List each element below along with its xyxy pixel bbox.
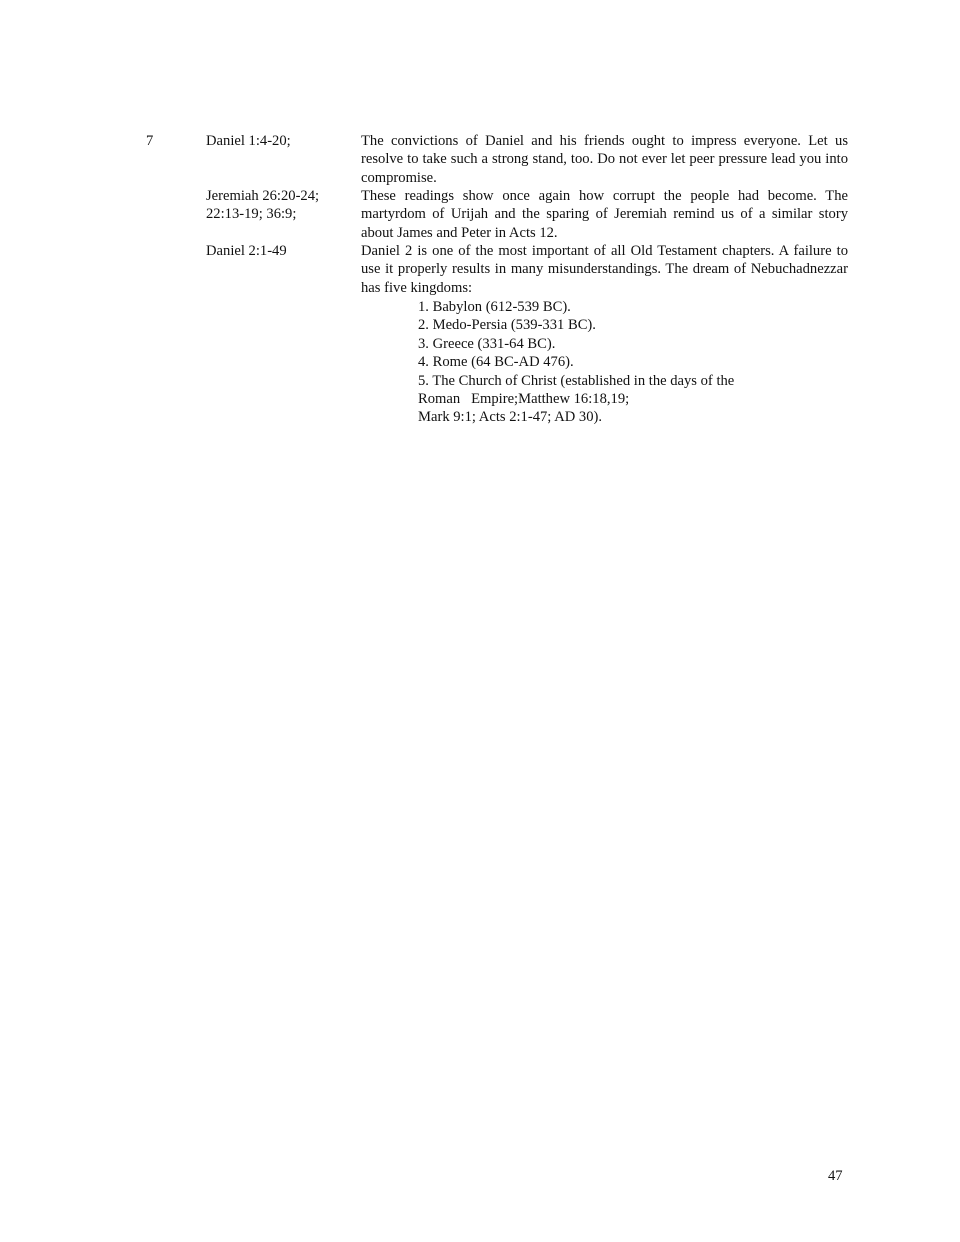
kingdom-item — [418, 316, 838, 334]
kingdom-line: Mark 9:1; Acts 2:1-47; AD 30). — [418, 409, 603, 426]
kingdom-line: 2. Medo-Persia (539-331 BC). — [418, 317, 596, 334]
page-number: 47 — [828, 1168, 843, 1184]
scripture-reference: Daniel 1:4-20; — [206, 133, 291, 149]
kingdom-line: 5. The Church of Christ (established in the days of the — [418, 372, 735, 389]
kingdom-item — [418, 353, 838, 371]
kingdom-line: Roman Empire;Matthew 16:18,19; — [418, 391, 630, 408]
kingdom-list — [418, 298, 838, 427]
week-number: 7 — [146, 133, 154, 149]
reading-note: These readings show once again how corrupt the people had become. The martyrdom of Urijah and the sparing of Jeremiah remind us of a similar story about James and Peter in Acts 12. — [361, 188, 848, 241]
scripture-reference: Daniel 2:1-49 — [206, 243, 287, 259]
scripture-reference: Jeremiah 26:20-24; 22:13-19; 36:9; — [206, 188, 320, 223]
kingdom-item — [418, 335, 838, 353]
reading-note: Daniel 2 is one of the most important of all Old Testament chapters. A failure to use it properly results in many misunderstandings. The dream of Nebuchadnezzar has five kingdoms: — [361, 243, 848, 296]
kingdom-line: 4. Rome (64 BC-AD 476). — [418, 354, 574, 371]
kingdom-line: 1. Babylon (612-539 BC). — [418, 299, 571, 315]
kingdom-item — [418, 372, 838, 427]
reading-note: The convictions of Daniel and his friends ought to impress everyone. Let us resolve to take such a strong stand, too. Do not ever let peer pressure lead you into compromise. — [361, 133, 848, 186]
kingdom-item — [418, 298, 838, 316]
kingdom-line: 3. Greece (331-64 BC). — [418, 335, 556, 352]
